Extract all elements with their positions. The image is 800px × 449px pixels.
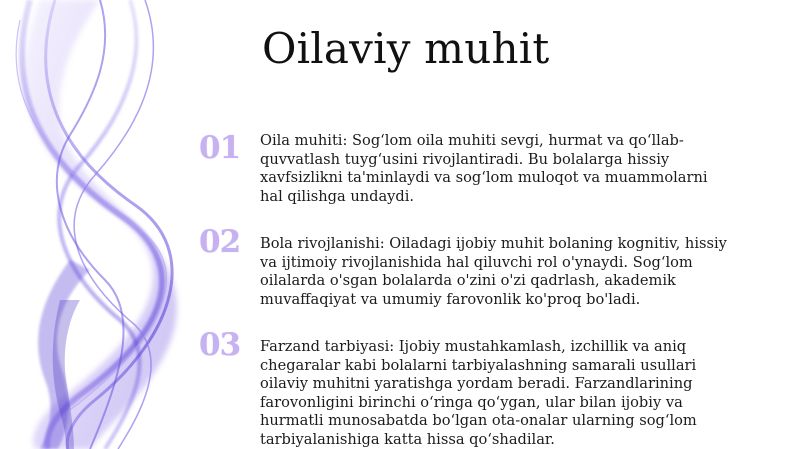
item-number: 02 xyxy=(199,224,241,260)
slide-title: Oilaviy muhit xyxy=(262,24,550,73)
item-text: Bola rivojlanishi: Oiladagi ijobiy muhit bolaning kognitiv, hissiy va ijtimoiy rivojlanishida hal qiluvchi rol o'ynaydi. Sog‘lom oilalarda o'sgan bolalarda o'zini o'zi qadrlash, akademik muvaffaqiyat va umumiy farovonlik ko'proq bo'ladi. xyxy=(260,235,727,308)
item-text: Oila muhiti: Sog‘lom oila muhiti sevgi, hurmat va qo‘llab-quvvatlash tuyg‘usini rivojlantiradi. Bu bolalarga hissiy xavfsizlikni ta'minlaydi va sog‘lom muloqot va muammolarni hal qilishga undaydi. xyxy=(260,132,708,205)
item-number: 01 xyxy=(199,130,241,166)
item-text: Farzand tarbiyasi: Ijobiy mustahkamlash, izchillik va aniq chegaralar kabi bolalarni tarbiyalashning samarali usullari oilaviy muhitni yaratishga yordam beradi. Farzandlarining farovonligini birinchi o‘ringa qo‘ygan, ular bilan ijobiy va hurmatli munosabatda bo‘lgan ota-onalar ularning sog‘lom tarbiyalanishiga katta hissa qo‘shadilar. xyxy=(260,338,697,448)
item-number: 03 xyxy=(199,327,241,363)
decorative-ribbon-image xyxy=(0,0,230,449)
